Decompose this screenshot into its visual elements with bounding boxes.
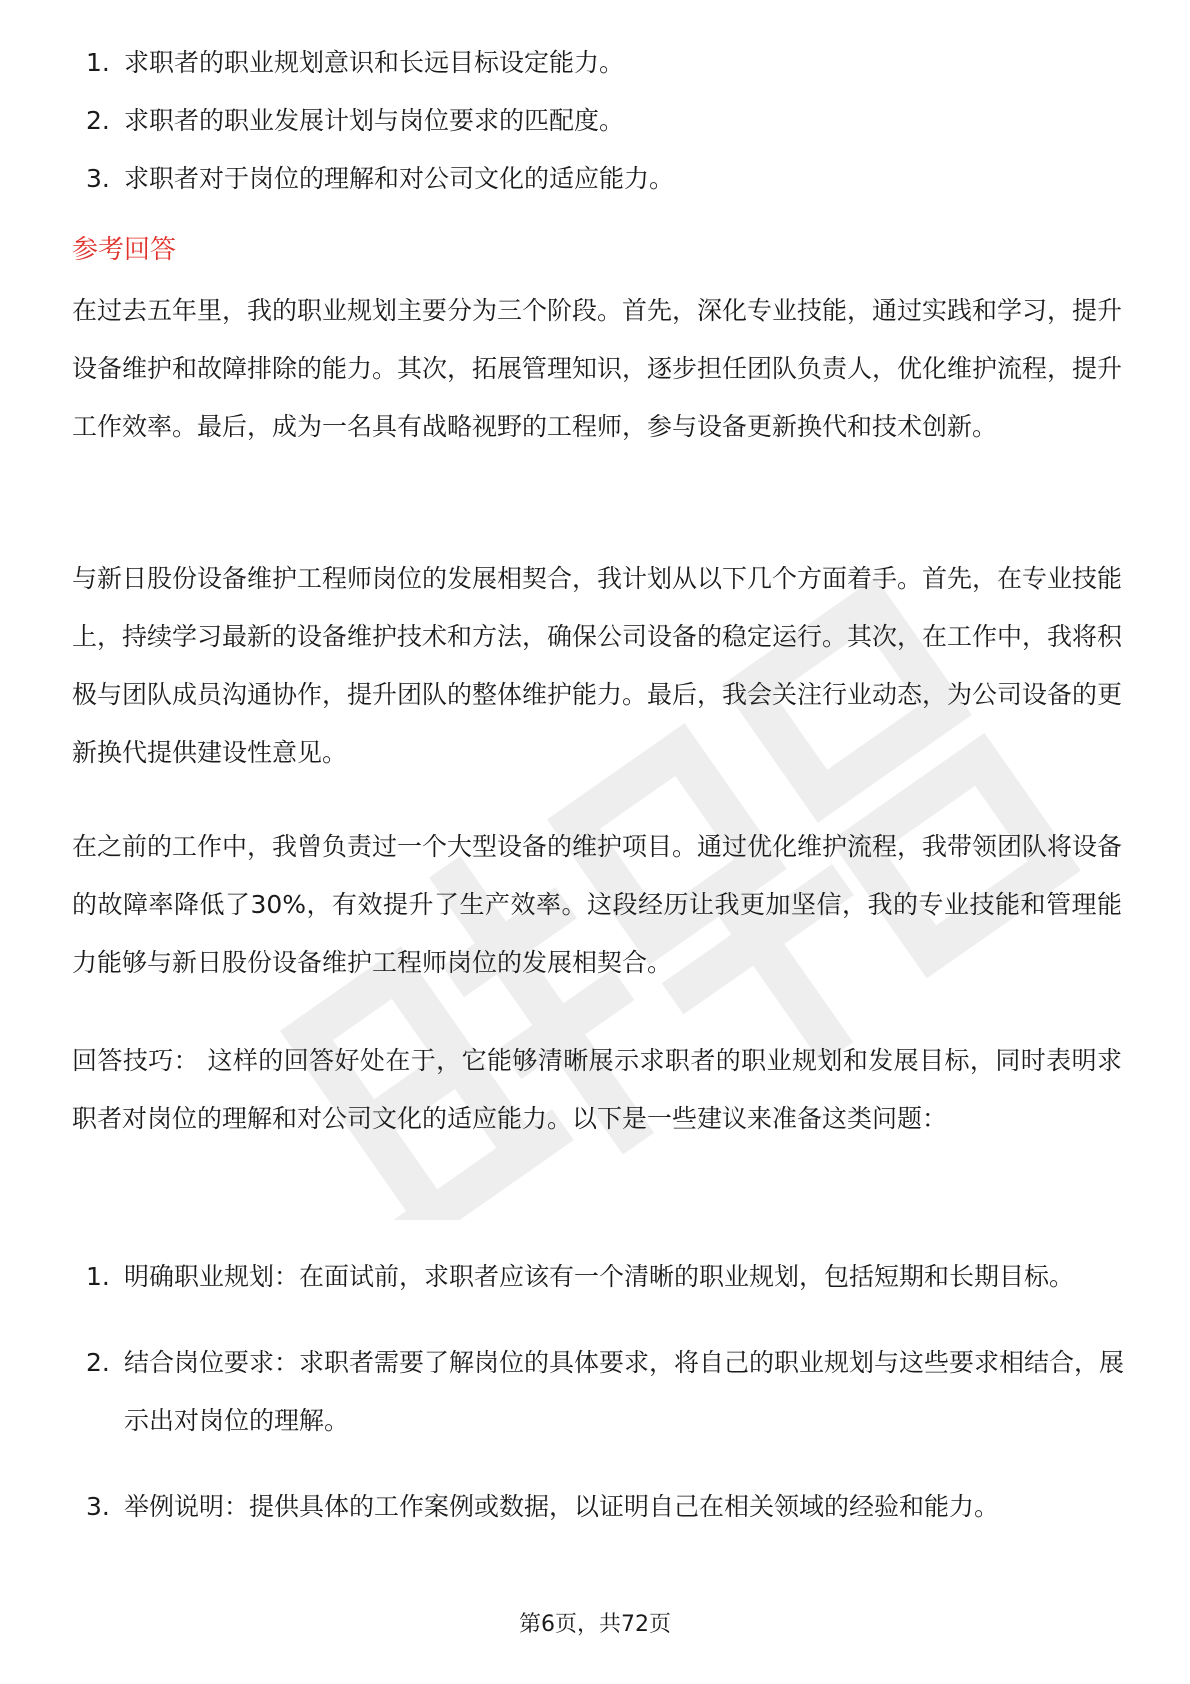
list-item-text: 求职者的职业发展计划与岗位要求的匹配度。 xyxy=(124,106,625,135)
list-item-number: 3. xyxy=(86,1492,110,1521)
answer-paragraph-1: 在过去五年里，我的职业规划主要分为三个阶段。首先，深化专业技能，通过实践和学习，提升设备维护和故障排除的能力。其次，拓展管理知识，逐步担任团队负责人，优化维护流程，提升工作效率。最后，成为一名具有战略视野的工程师，参与设备更新换代和技术创新。 xyxy=(72,296,1123,441)
list-item xyxy=(86,1478,1126,1536)
list-item-number: 1. xyxy=(86,48,110,77)
list-item xyxy=(86,1334,1126,1450)
answer-tips-paragraph: 回答技巧： 这样的回答好处在于，它能够清晰展示求职者的职业规划和发展目标，同时表明求职者对岗位的理解和对公司文化的适应能力。以下是一些建议来准备这类问题： xyxy=(72,1046,1122,1133)
page-number-footer: 第6页，共72页 xyxy=(519,1612,671,1637)
list-item-number: 2. xyxy=(86,106,110,135)
list-item xyxy=(86,150,1126,208)
reference-answer-heading: 参考回答 xyxy=(72,235,177,265)
list-item-number: 2. xyxy=(86,1348,110,1377)
list-item-text: 求职者对于岗位的理解和对公司文化的适应能力。 xyxy=(124,164,675,193)
list-item xyxy=(86,92,1126,150)
answer-paragraph-2: 与新日股份设备维护工程师岗位的发展相契合，我计划从以下几个方面着手。首先，在专业技能上，持续学习最新的设备维护技术和方法，确保公司设备的稳定运行。其次，在工作中，我将积极与团队成员沟通协作，提升团队的整体维护能力。最后，我会关注行业动态，为公司设备的更新换代提供建设性意见。 xyxy=(72,564,1123,767)
top-criteria-list xyxy=(86,34,1126,208)
tips-list xyxy=(86,1248,1126,1536)
list-item xyxy=(86,1248,1126,1306)
list-item-text: 举例说明：提供具体的工作案例或数据，以证明自己在相关领域的经验和能力。 xyxy=(124,1492,1000,1521)
list-item-number: 1. xyxy=(86,1262,110,1291)
list-item xyxy=(86,34,1126,92)
list-item-text: 求职者的职业规划意识和长远目标设定能力。 xyxy=(124,48,625,77)
list-item-text: 明确职业规划：在面试前，求职者应该有一个清晰的职业规划，包括短期和长期目标。 xyxy=(124,1262,1075,1291)
list-item-number: 3. xyxy=(86,164,110,193)
list-item-text: 结合岗位要求：求职者需要了解岗位的具体要求，将自己的职业规划与这些要求相结合，展示出对岗位的理解。 xyxy=(124,1348,1125,1435)
answer-paragraph-3: 在之前的工作中，我曾负责过一个大型设备的维护项目。通过优化维护流程，我带领团队将设备的故障率降低了30%，有效提升了生产效率。这段经历让我更加坚信，我的专业技能和管理能力能够与新日股份设备维护工程师岗位的发展相契合。 xyxy=(72,832,1123,977)
